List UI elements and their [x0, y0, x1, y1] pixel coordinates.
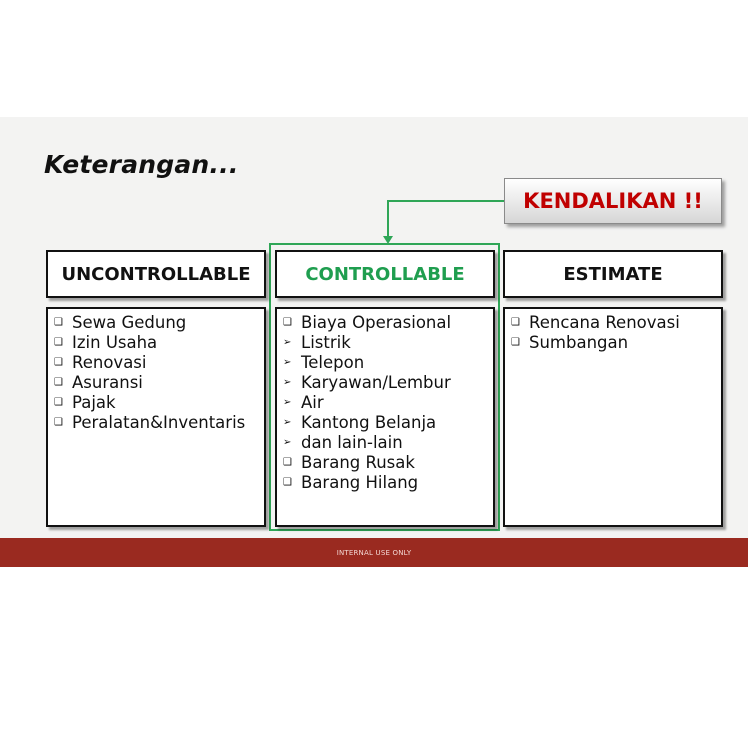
kendalikan-callout: KENDALIKAN !!: [504, 178, 722, 224]
square-bullet-icon: ❑: [54, 337, 63, 348]
list-uncontrollable: [46, 307, 266, 527]
list-item: [54, 413, 264, 433]
square-bullet-icon: ❑: [54, 377, 63, 388]
footer-label: INTERNAL USE ONLY: [336, 548, 412, 557]
square-bullet-icon: ❑: [511, 317, 520, 328]
square-bullet-icon: ❑: [54, 317, 63, 328]
square-bullet-icon: ❑: [54, 417, 63, 428]
list-item: [283, 373, 493, 393]
list-item-text: Kantong Belanja: [301, 413, 437, 432]
list-item-text: Pajak: [72, 393, 116, 412]
list-item: [283, 433, 493, 453]
list-item-text: Telepon: [301, 353, 365, 372]
footer-bar: [0, 538, 748, 567]
list-item: [54, 393, 264, 413]
square-bullet-icon: ❑: [283, 317, 292, 328]
list-controllable: [275, 307, 495, 527]
list-item: [54, 353, 264, 373]
list-item: [511, 333, 721, 353]
header-estimate: ESTIMATE: [503, 250, 723, 298]
list-item: [54, 373, 264, 393]
list-item: [283, 413, 493, 433]
arrow-bullet-icon: ➢: [283, 377, 292, 388]
arrow-bullet-icon: ➢: [283, 357, 292, 368]
list-item-text: Asuransi: [72, 373, 143, 392]
list-item-text: Renovasi: [72, 353, 147, 372]
list-item-text: Air: [301, 393, 324, 412]
list-item-text: Izin Usaha: [72, 333, 158, 352]
header-controllable: CONTROLLABLE: [275, 250, 495, 298]
list-item: [283, 313, 493, 333]
list-estimate: [503, 307, 723, 527]
list-item-text: Barang Rusak: [301, 453, 415, 472]
list-item-text: Listrik: [301, 333, 351, 352]
square-bullet-icon: ❑: [283, 457, 292, 468]
list-item-text: Sewa Gedung: [72, 313, 187, 332]
list-item: [511, 313, 721, 333]
square-bullet-icon: ❑: [54, 397, 63, 408]
arrow-bullet-icon: ➢: [283, 417, 292, 428]
list-item: [283, 393, 493, 413]
square-bullet-icon: ❑: [283, 477, 292, 488]
square-bullet-icon: ❑: [511, 337, 520, 348]
arrow-bullet-icon: ➢: [283, 437, 292, 448]
list-item-text: Sumbangan: [529, 333, 629, 352]
arrow-bullet-icon: ➢: [283, 397, 292, 408]
list-item: [54, 333, 264, 353]
list-item-text: Rencana Renovasi: [529, 313, 680, 332]
list-item: [283, 453, 493, 473]
list-item-text: Barang Hilang: [301, 473, 419, 492]
square-bullet-icon: ❑: [54, 357, 63, 368]
slide-title: Keterangan...: [44, 150, 239, 179]
list-item: [283, 353, 493, 373]
list-item-text: dan lain-lain: [301, 433, 403, 452]
list-item: [283, 473, 493, 493]
list-item-text: Peralatan&Inventaris: [72, 413, 246, 432]
arrow-bullet-icon: ➢: [283, 337, 292, 348]
list-item-text: Biaya Operasional: [301, 313, 452, 332]
header-uncontrollable: UNCONTROLLABLE: [46, 250, 266, 298]
list-item-text: Karyawan/Lembur: [301, 373, 451, 392]
list-item: [54, 313, 264, 333]
list-item: [283, 333, 493, 353]
